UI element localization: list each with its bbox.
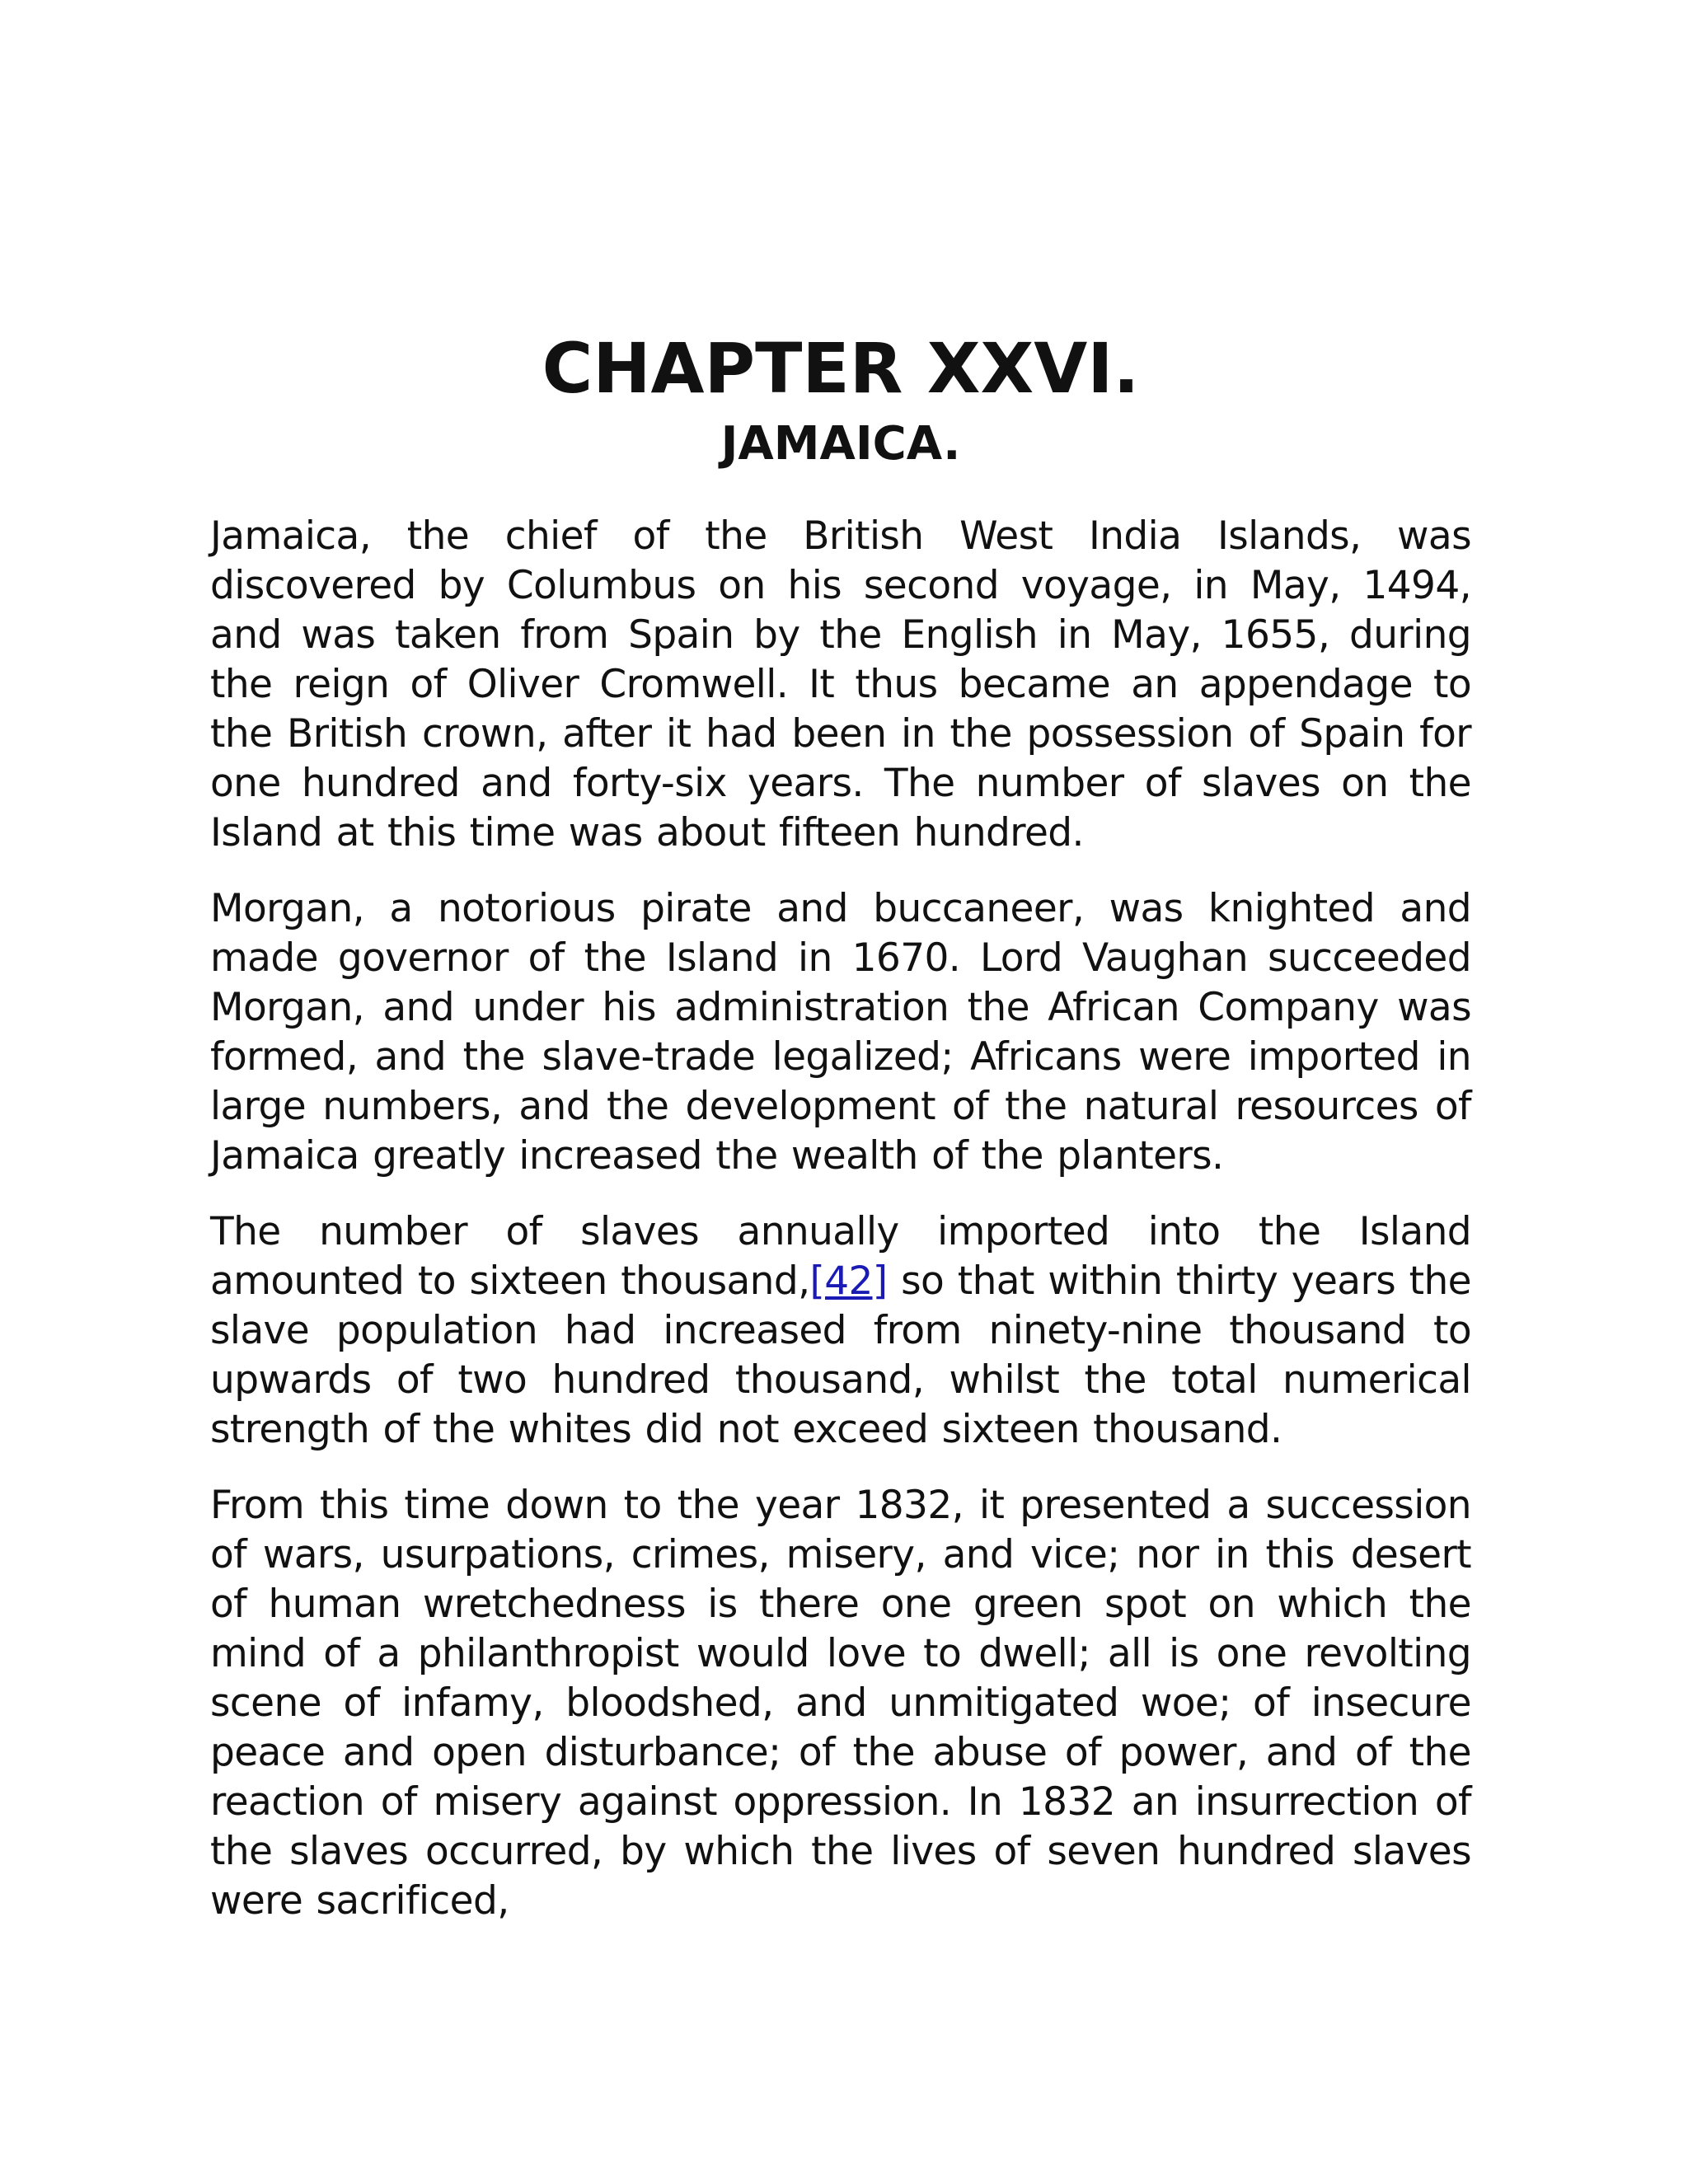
paragraph-4: From this time down to the year 1832, it presented a succession of wars, usurpations, crimes, misery, and vice; nor in this desert of human wretchedness is there one green spot on which the mind of a philanthropist would love to dwell; all is one revolting scene of infamy, bloodshed, and unmitigated woe; of insecure peace and open disturbance; of the abuse of power, and of the reaction of misery against oppression. In 1832 an insurrection of the slaves occurred, by which the lives of seven hundred slaves were sacrificed,	[210, 1483, 1471, 1924]
chapter-subtitle: JAMAICA.	[720, 417, 961, 471]
paragraph-3	[210, 1207, 1471, 1455]
footnote-link-42[interactable]: [42]	[809, 1258, 888, 1304]
chapter-title: CHAPTER XXVI.	[542, 328, 1140, 409]
paragraph-2: Morgan, a notorious pirate and buccaneer, was knighted and made governor of the Island in 1670. Lord Vaughan succeeded Morgan, and under his administration the African Company was formed, and the slave-trade legalized; Africans were imported in large numbers, and the development of the natural resources of Jamaica greatly increased the wealth of the planters.	[210, 886, 1471, 1179]
paragraph-1: Jamaica, the chief of the British West India Islands, was discovered by Columbus on his second voyage, in May, 1494, and was taken from Spain by the English in May, 1655, during the reign of Oliver Cromwell. It thus became an appendage to the British crown, after it had been in the possession of Spain for one hundred and forty-six years. The number of slaves on the Island at this time was about fifteen hundred.	[210, 513, 1471, 855]
chapter-body	[210, 512, 1471, 1926]
paragraph-3-text-before: The number of slaves annually imported into the Island amounted to sixteen thousand,	[210, 1209, 1471, 1304]
page-content	[210, 326, 1471, 1952]
paragraph-3-text-after: so that within thirty years the slave population had increased from ninety-nine thousand to upwards of two hundred thousand, whilst the total numerical strength of the whites did not exceed sixteen thousand.	[210, 1258, 1471, 1452]
